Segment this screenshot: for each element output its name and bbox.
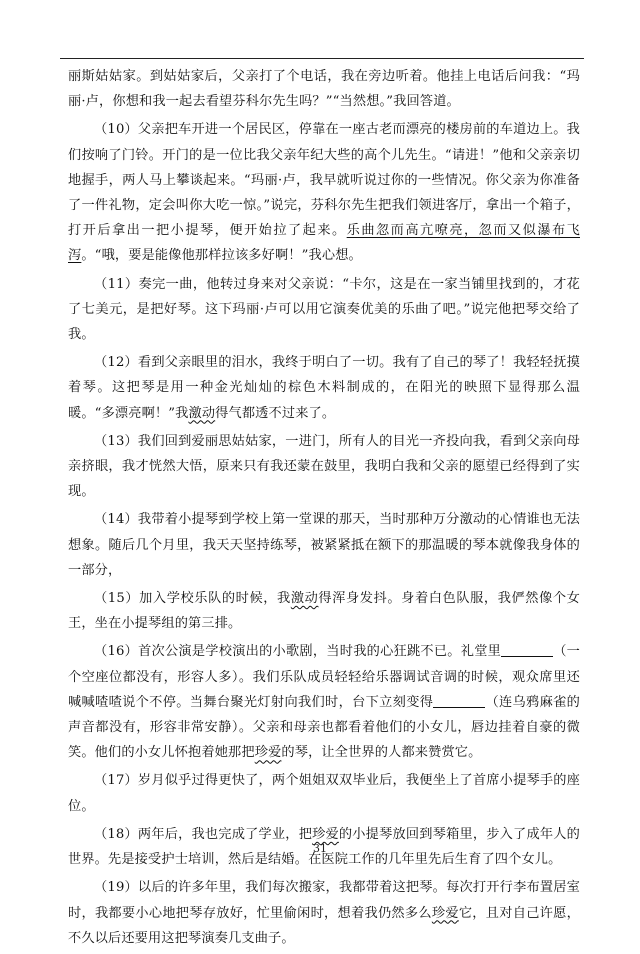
paragraph-text: （16）首次公演是学校演出的小歌剧，当时我的心狂跳不已。礼堂里: [94, 644, 502, 660]
document-body: [68, 64, 580, 954]
paragraph-text: （14）我带着小提琴到学校上第一堂课的那天，当时那种万分激动的心情谁也无法想象。随后几个月里，我天天坚持练琴，被紧紧抵在额下的那温暖的琴本就像我身体的一部分，: [68, 512, 580, 578]
wavy-underlined-word: 珍爱: [431, 905, 459, 921]
paragraph-14: [68, 507, 580, 583]
paragraph-text: （19）以后的许多年里，我们每次搬家，我都带着这把琴。每次打开行李布置居室时，我都要小心地把琴存放好，忙里偷闲时，想着我仍然多么: [68, 880, 580, 921]
wavy-underlined-word: 珍爱: [312, 826, 339, 842]
wavy-underlined-word: 珍爱: [254, 745, 282, 761]
paragraph-continuation: [68, 64, 580, 114]
paragraph-19: [68, 875, 580, 951]
paragraph-text: 的琴，让全世界的人都来赞赏它。: [281, 745, 482, 761]
paragraph-12: [68, 350, 580, 426]
paragraph-text: （10）父亲把车开进一个居民区，停靠在一座古老而漂亮的楼房前的车道边上。我们按响了门铃。开门的是一位比我父亲年纪大些的高个儿先生。“请进！”他和父亲亲切地握手，两人马上攀谈起来。“玛丽·卢，我早就听说过你的一些情况。你父亲为你准备了一件礼物，定会叫你大吃一惊。”说完，芬科尔先生把我们领进客厅，拿出一个箱子，打开后拿出一把小提琴，便开始拉了起来。: [68, 122, 580, 239]
underlined-sentence: 乐曲忽而高亢嘹亮，忽而又似瀑布飞泻: [68, 223, 580, 264]
wavy-underlined-word: 激动: [188, 405, 216, 421]
paragraph-text: （一个空座位都没有，形容人多）。我们乐队成员轻轻给乐器调试音调的时候，观众席里还喊喊喳喳说个不停。当舞台聚光灯射向我们时，台下立刻变得: [68, 644, 580, 710]
paragraph-text: （11）奏完一曲，他转过身来对父亲说：“卡尔，这是在一家当铺里找到的，才花了七美元，是把好琴。这下玛丽·卢可以用它演奏优美的乐曲了吧。”说完他把琴交给了我。: [68, 276, 580, 343]
paragraph-16: [68, 639, 580, 765]
paragraph-text: （18）两年后，我也完成了学业，把: [94, 826, 313, 842]
fill-in-blank-1[interactable]: [501, 642, 553, 657]
paragraph-13: [68, 429, 580, 505]
wavy-underlined-word: 激动: [290, 591, 319, 607]
page-number: 31: [313, 842, 327, 855]
paragraph-text: 得浑身发抖。身着白色队服，我俨然像个女王，坐在小提琴组的第三排。: [68, 591, 580, 632]
paragraph-text: 它，且对自己许愿，不久以后还要用这把琴演奏几支曲子。: [68, 905, 580, 946]
paragraph-text: （15）加入学校乐队的时候，我: [94, 591, 291, 607]
paragraph-text: 。“哦，要是能像他那样拉该多好啊！”我心想。: [81, 248, 362, 264]
paragraph-17: [68, 768, 580, 818]
fill-in-blank-2[interactable]: [433, 693, 485, 708]
paragraph-text: （17）岁月似乎过得更快了，两个姐姐双双毕业后，我便坐上了首席小提琴手的座位。: [68, 773, 580, 814]
paragraph-text: 得气都透不过来了。: [215, 405, 336, 421]
paragraph-15: [68, 586, 580, 636]
paragraph-text: （连乌鸦麻雀的声音都没有，形容非常安静）。父亲和母亲也都看着他们的小女儿，唇边挂着自豪的微笑。他们的小女儿怀抱着她那把: [68, 694, 580, 761]
paragraph-10: [68, 117, 580, 268]
paragraph-text: （13）我们回到爱丽思姑姑家，一进门，所有人的目光一齐投向我，看到父亲向母亲挤眼，我才恍然大悟，原来只有我还蒙在鼓里，我明白我和父亲的愿望已经得到了实现。: [68, 433, 580, 500]
paragraph-text: （12）看到父亲眼里的泪水，我终于明白了一切。我有了自己的琴了！我轻轻抚摸着琴。这把琴是用一种金光灿灿的棕色木料制成的，在阳光的映照下显得那么温暖。“多漂亮啊！”我: [68, 355, 580, 421]
paragraph-text: 的小提琴放回到琴箱里，步入了成年人的世界。先是接受护士培训，然后是结婚。在医院工作的几年里先后生育了四个女儿。: [68, 826, 580, 868]
header-rule: [60, 58, 584, 59]
paragraph-11: [68, 272, 580, 348]
paragraph-text: 丽斯姑姑家。到姑姑家后，父亲打了个电话，我在旁边听着。他挂上电话后问我：“玛丽·卢，你想和我一起去看望芬科尔先生吗？”“当然想。”我回答道。: [68, 69, 580, 110]
